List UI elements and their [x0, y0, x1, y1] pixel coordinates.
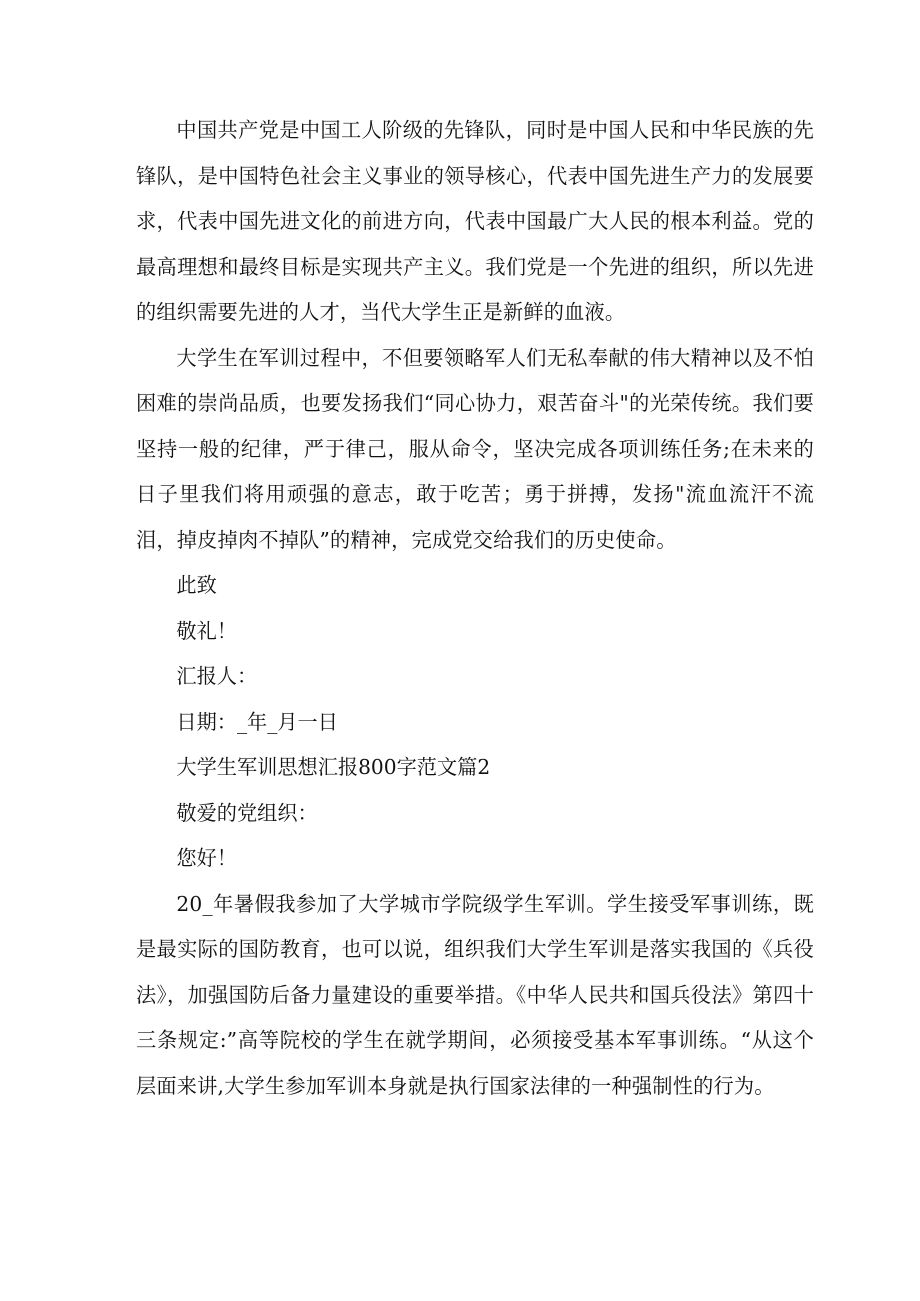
date-line: 日期：_年_月一日: [176, 709, 338, 734]
paragraph-summer-training: 20_年暑假我参加了大学城市学院级学生军训。学生接受军事训练，既是最实际的国防教育，也可以说，组织我们大学生军训是落实我国的《兵役法》，加强国防后备力量建设的重要举措。《中华人民共和国兵役法》第四十三条规定:”高等院校的学生在就学期间，必须接受基本军事训练。“从这个层面来讲,大学生参加军训本身就是执行国家法律的一种强制性的行为。: [136, 891, 814, 1098]
paragraph-military-training-spirit: 大学生在军训过程中，不但要领略军人们无私奉献的伟大精神以及不怕困难的崇尚品质，也要发扬我们“同心协力，艰苦奋斗"的光荣传统。我们要坚持一般的纪律，严于律己，服从命令，坚决完成各项训练任务;在未来的日子里我们将用顽强的意志，敢于吃苦；勇于拼搏，发扬"流血流汗不流泪，掉皮掉肉不掉队”的精神，完成党交给我们的历史使命。: [136, 345, 814, 552]
closing-respects: 敬礼！: [176, 618, 237, 643]
letter-addressee: 敬爱的党组织：: [176, 800, 318, 825]
paragraph-party-vanguard: 中国共产党是中国工人阶级的先锋队，同时是中国人民和中华民族的先锋队，是中国特色社会主义事业的领导核心，代表中国先进生产力的发展要求，代表中国先进文化的前进方向，代表中国最广大人民的根本利益。党的最高理想和最终目标是实现共产主义。我们党是一个先进的组织，所以先进的组织需要先进的人才，当代大学生正是新鲜的血液。: [136, 118, 814, 324]
reporter-label: 汇报人：: [176, 664, 258, 688]
document-page: [136, 108, 814, 1109]
letter-greeting: 您好！: [176, 846, 237, 870]
section-title: 大学生军训思想汇报800字范文篇2: [176, 755, 491, 779]
closing-salutation: 此致: [176, 573, 217, 597]
